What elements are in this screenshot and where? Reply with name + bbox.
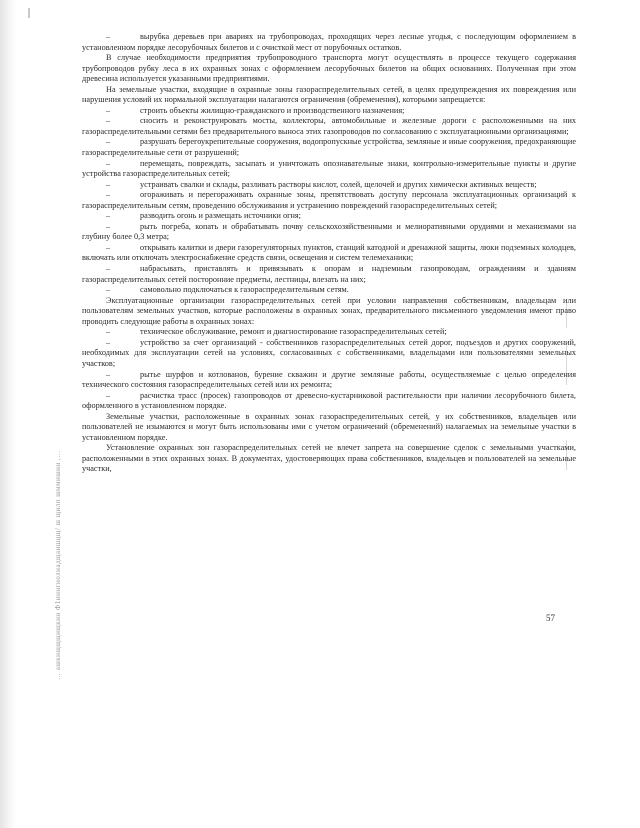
list-item bbox=[82, 211, 576, 222]
list-item bbox=[82, 32, 576, 53]
paragraph-text: разрушать берегоукрепительные сооружения, водопропускные устройства, земляные и иные сооружения, предохраняющие газораспределительные сети от разрушений; bbox=[82, 137, 576, 158]
paragraph-text: вырубка деревьев при авариях на трубопроводах, проходящих через лесные угодья, с последующим оформлением в установленном порядке лесорубочных билетов и с очисткой мест от порубочных остатков. bbox=[82, 32, 576, 52]
list-item bbox=[82, 180, 576, 191]
paragraph-text: Установление охранных зон газораспределительных сетей не влечет запрета на совершение сделок с земельными участками, расположенными в этих охранных зонах. В документах, удостоверяющих права собственников, владельцев и пользователей на земельные участки, bbox=[82, 443, 576, 474]
paragraph-text: строить объекты жилищно-гражданского и производственного назначения; bbox=[140, 105, 405, 115]
paragraph-text: набрасывать, приставлять и привязывать к опорам и надземным газопроводам, ограждениям и зданиям газораспределительных сетей посторонние предметы, лестницы, влезать на них; bbox=[82, 264, 576, 284]
list-dash: – bbox=[106, 264, 111, 274]
paragraph-text: открывать калитки и двери газорегуляторных пунктов, станций катодной и дренажной защиты, люки подземных колодцев, включать или отключать электроснабжение средств связи, освещения и систем телемеханики; bbox=[82, 242, 576, 263]
paragraph-text: устраивать свалки и склады, разливать растворы кислот, солей, щелочей и других химически активных веществ; bbox=[140, 179, 537, 189]
list-dash: – bbox=[106, 116, 111, 126]
list-dash: – bbox=[106, 327, 111, 337]
paragraph-text: самовольно подключаться к газораспределительным сетям. bbox=[140, 285, 349, 295]
list-dash: – bbox=[106, 179, 111, 189]
scan-edge-shadow bbox=[0, 0, 16, 828]
paragraph-text: техническое обслуживание, ремонт и диагностирование газораспределительных сетей; bbox=[140, 327, 447, 337]
paragraph-text: Эксплуатационные организации газораспределительных сетей при условии направления собственникам, владельцам или пользователям земельных участков, которые расположены в охранных зонах, предварительного письменного уведомления имеют право проводить следующие работы в охранных зонах: bbox=[82, 295, 576, 326]
list-item bbox=[82, 222, 576, 243]
paragraph-text: рытье шурфов и котлованов, бурение скважин и другие земляные работы, осуществляемые с целью определения технического состояния газораспределительных сетей или их ремонта; bbox=[82, 369, 576, 390]
paragraph-text: перемещать, повреждать, засыпать и уничтожать опознавательные знаки, контрольно-измерительные пункты и другие устройства газораспределительных сетей; bbox=[82, 158, 576, 179]
page-corner-mark bbox=[28, 8, 30, 18]
paragraph-text: Земельные участки, расположенные в охранных зонах газораспределительных сетей, у их собственников, владельцев или пользователей не изымаются и могут быть использованы ими с учетом ограничений (обременений) налагаемых на земельные участки в установленном порядке. bbox=[82, 411, 576, 442]
list-item bbox=[82, 106, 576, 117]
list-dash: – bbox=[106, 337, 111, 347]
list-item bbox=[82, 370, 576, 391]
page-number: 57 bbox=[546, 613, 555, 623]
paragraph-text: В случае необходимости предприятия трубопроводного транспорта могут осуществлять в процессе текущего содержания трубопроводов рубку леса в их охранных зонах с оформлением лесорубочных билетов на общих основаниях. Полученная при этом древесина используется указанными предприятиями. bbox=[82, 53, 576, 84]
list-dash: – bbox=[106, 105, 111, 115]
list-dash: – bbox=[106, 390, 111, 400]
paragraph-text: огораживать и перегораживать охранные зоны, препятствовать доступу персонала эксплуатационных организаций к газораспределительным сетям, проведению обслуживания и устранению повреждений газораспределительных сетей; bbox=[82, 190, 576, 210]
paragraph-text: устройство за счет организаций - собственников газораспределительных сетей дорог, подъездов и других сооружений, необходимых для эксплуатации сетей на условиях, согласованных с собственниками, владельцами или пользователями земельных участков; bbox=[82, 337, 576, 368]
paragraph bbox=[82, 296, 576, 328]
paragraph-text: расчистка трасс (просек) газопроводов от древесно-кустарниковой растительности при наличии лесорубочного билета, оформленного в установленном порядке. bbox=[82, 390, 576, 411]
list-dash: – bbox=[106, 32, 111, 41]
list-item bbox=[82, 243, 576, 264]
list-dash: – bbox=[106, 211, 111, 221]
paragraph-text: На земельные участки, входящие в охранные зоны газораспределительных сетей, в целях предупреждения их повреждения или нарушения условий их нормальной эксплуатации налагаются ограничения (обременения), которыми запрещается: bbox=[82, 84, 576, 105]
paragraph bbox=[82, 443, 576, 475]
list-item bbox=[82, 190, 576, 211]
list-dash: – bbox=[106, 190, 111, 200]
paragraph bbox=[82, 412, 576, 444]
list-item bbox=[82, 338, 576, 370]
list-dash: – bbox=[106, 221, 111, 231]
paragraph bbox=[82, 53, 576, 85]
list-item bbox=[82, 159, 576, 180]
list-item bbox=[82, 116, 576, 137]
paragraph-text: рыть погреба, копать и обрабатывать почву сельскохозяйственными и мелиоративными орудиями и механизмами на глубину более 0,3 метра; bbox=[82, 221, 576, 242]
list-item bbox=[82, 137, 576, 158]
list-dash: – bbox=[106, 285, 111, 295]
list-dash: – bbox=[106, 137, 111, 147]
binding-strip-text: … ашкнщщщнщкнн Ф1иннгнолнадщаншцщ/ ш щилп шммишнн ,… bbox=[54, 450, 62, 680]
list-dash: – bbox=[106, 242, 111, 252]
list-item bbox=[82, 327, 576, 338]
list-dash: – bbox=[106, 158, 111, 168]
paragraph bbox=[82, 85, 576, 106]
list-item bbox=[82, 264, 576, 285]
document-body bbox=[82, 32, 576, 475]
list-item bbox=[82, 285, 576, 296]
list-dash: – bbox=[106, 369, 111, 379]
paragraph-text: сносить и реконструировать мосты, коллекторы, автомобильные и железные дороги с расположенными на них газораспределительными сетями без предварительного выноса этих газопроводов по согласованию с эксплуатационными организациями; bbox=[82, 116, 576, 136]
list-item bbox=[82, 391, 576, 412]
paragraph-text: разводить огонь и размещать источники огня; bbox=[140, 211, 301, 221]
